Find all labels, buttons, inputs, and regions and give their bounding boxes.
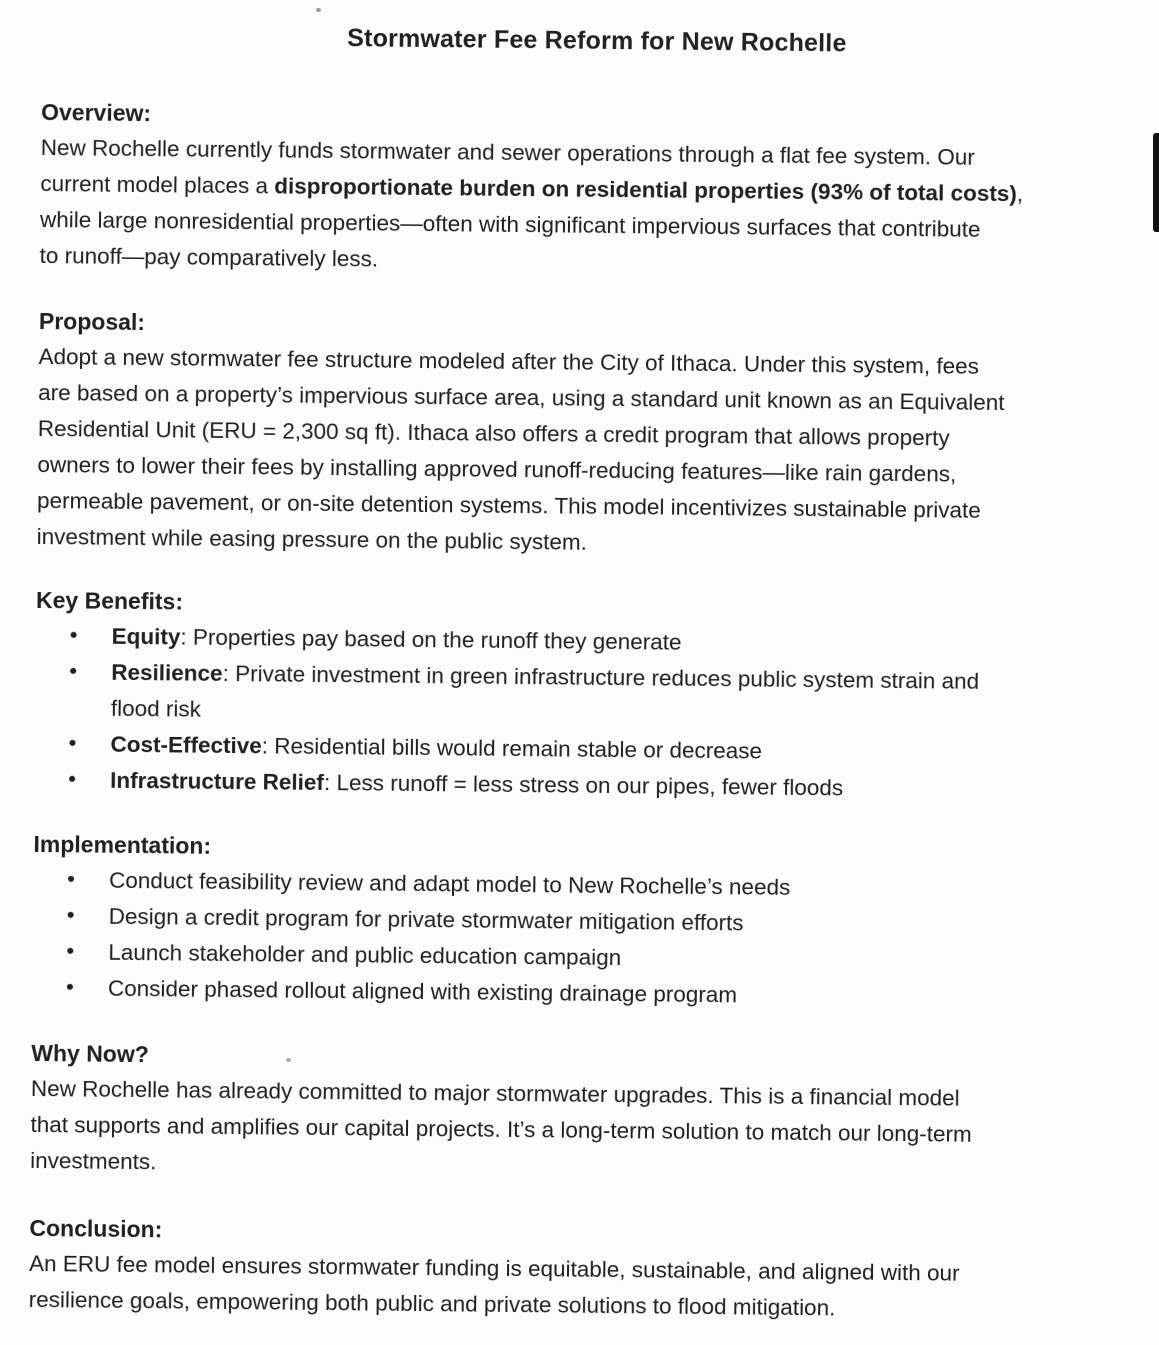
list-item-text: Resilience: Private investment in green infrastructure reduces public system strain and flood risk: [110, 659, 980, 722]
bullet-icon: •: [66, 866, 76, 892]
overview-paragraph: New Rochelle currently funds stormwater and sewer operations through a flat fee system. Our current model places a disproportionate burden on residential properties (93% of total costs), while large nonresidential properties—often with significant impervious surfaces that contribute to runoff—pay comparatively less.: [39, 134, 1024, 272]
list-item-text: Consider phased rollout aligned with existing drainage program: [107, 975, 738, 1008]
bullet-icon: •: [69, 658, 78, 684]
section-heading-proposal: Proposal:: [38, 307, 146, 336]
section-conclusion: [29, 1210, 1126, 1329]
section-key-benefits: [34, 582, 1132, 809]
list-item-text: Design a credit program for private stormwater mitigation efforts: [108, 903, 744, 936]
list-item-text: Cost-Effective: Residential bills would remain stable or decrease: [110, 731, 763, 764]
bullet-icon: •: [68, 766, 77, 792]
section-implementation: [32, 826, 1130, 1017]
section-proposal: [37, 303, 1136, 566]
section-heading-key-benefits: Key Benefits:: [35, 586, 184, 615]
scan-edge-bar-artifact: [1153, 133, 1159, 232]
list-item-text: Infrastructure Relief: Less runoff = less stress on our pipes, fewer floods: [110, 767, 844, 801]
list-item-text: Equity: Properties pay based on the runoff they generate: [111, 623, 682, 655]
section-heading-why-now: Why Now?: [31, 1039, 149, 1068]
proposal-paragraph: Adopt a new stormwater fee structure modeled after the City of Ithaca. Under this system, fees are based on a property’s impervious surface area, using a standard unit known as an Equivalent Residential Unit (ERU = 2,300 sq ft). Ithaca also offers a credit program that allows property owners to lower their fees by installing approved runoff-reducing features—like rain gardens, permeable pavement, or on-site detention systems. This model incentivizes sustainable private investment while easing pressure on the public system.: [36, 343, 1005, 555]
document-title: Stormwater Fee Reform for New Rochelle: [347, 24, 847, 58]
list-item-text: Conduct feasibility review and adapt model to New Rochelle’s needs: [108, 867, 791, 900]
why-now-paragraph: New Rochelle has already committed to major stormwater upgrades. This is a financial model that supports and amplifies our capital projects. It’s a long-term solution to match our long-term investments.: [30, 1075, 972, 1175]
section-heading-implementation: Implementation:: [33, 830, 212, 859]
section-heading-overview: Overview:: [41, 98, 152, 127]
key-benefits-list: [34, 618, 1132, 809]
list-item-resilience: [35, 654, 1132, 737]
section-heading-conclusion: Conclusion:: [29, 1214, 163, 1243]
section-why-now: [30, 1035, 1127, 1190]
bullet-icon: •: [66, 902, 75, 928]
section-overview: [39, 94, 1137, 285]
conclusion-paragraph: An ERU fee model ensures stormwater funding is equitable, sustainable, and aligned with our resilience goals, empowering both public and private solutions to flood mitigation.: [28, 1250, 960, 1321]
implementation-list: [32, 862, 1129, 1017]
bullet-icon: •: [66, 938, 75, 964]
document-content: [29, 0, 1139, 1329]
list-item-text: Launch stakeholder and public education campaign: [108, 939, 622, 971]
bullet-icon: •: [68, 730, 77, 756]
bullet-icon: •: [69, 622, 78, 648]
bullet-icon: •: [65, 974, 75, 1000]
